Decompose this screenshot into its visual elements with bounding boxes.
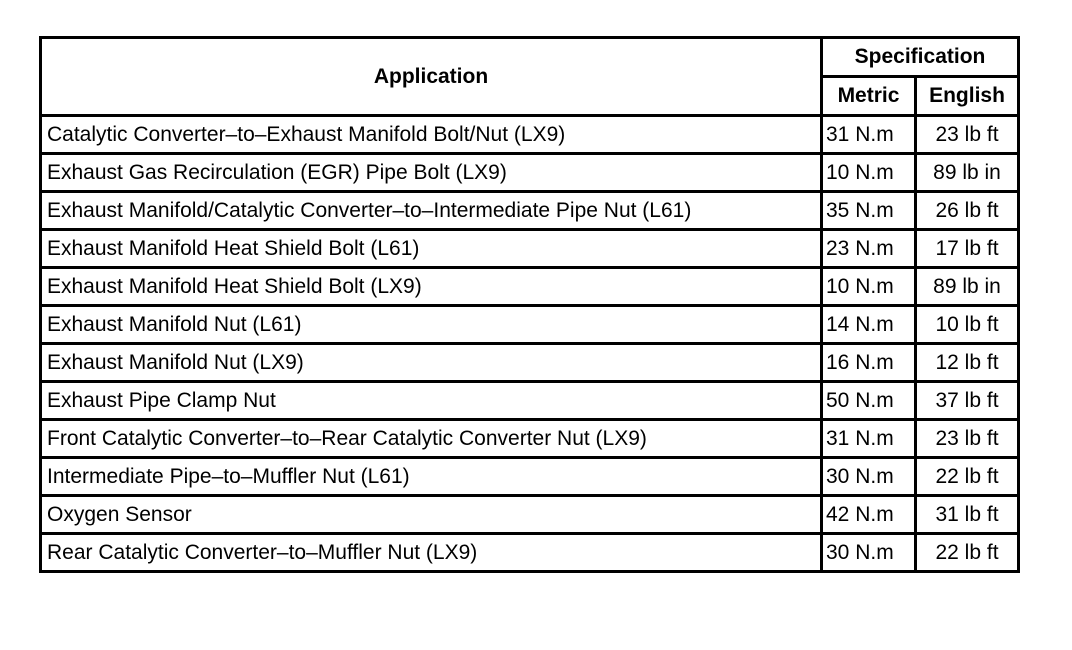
- application-cell: Exhaust Manifold Heat Shield Bolt (L61): [41, 230, 822, 268]
- application-cell: Exhaust Manifold Heat Shield Bolt (LX9): [41, 268, 822, 306]
- table-body: [41, 116, 1019, 572]
- english-value-cell: 12 lb ft: [916, 344, 1019, 382]
- application-cell: Exhaust Pipe Clamp Nut: [41, 382, 822, 420]
- specification-column-header: Specification: [822, 38, 1019, 77]
- table-row: [41, 534, 1019, 572]
- metric-value-cell: 35 N.m: [822, 192, 916, 230]
- table-row: [41, 230, 1019, 268]
- application-cell: Exhaust Manifold Nut (LX9): [41, 344, 822, 382]
- header-row-top: [41, 38, 1019, 77]
- application-cell: Exhaust Manifold Nut (L61): [41, 306, 822, 344]
- application-column-header: Application: [41, 38, 822, 116]
- english-value-cell: 89 lb in: [916, 268, 1019, 306]
- english-value-cell: 22 lb ft: [916, 458, 1019, 496]
- table-row: [41, 192, 1019, 230]
- metric-value-cell: 31 N.m: [822, 420, 916, 458]
- metric-value-cell: 10 N.m: [822, 154, 916, 192]
- table-row: [41, 496, 1019, 534]
- metric-value-cell: 30 N.m: [822, 534, 916, 572]
- metric-value-cell: 50 N.m: [822, 382, 916, 420]
- table-row: [41, 306, 1019, 344]
- english-value-cell: 23 lb ft: [916, 116, 1019, 154]
- application-cell: Intermediate Pipe–to–Muffler Nut (L61): [41, 458, 822, 496]
- english-value-cell: 37 lb ft: [916, 382, 1019, 420]
- application-cell: Oxygen Sensor: [41, 496, 822, 534]
- application-cell: Exhaust Manifold/Catalytic Converter–to–Intermediate Pipe Nut (L61): [41, 192, 822, 230]
- english-value-cell: 31 lb ft: [916, 496, 1019, 534]
- metric-value-cell: 42 N.m: [822, 496, 916, 534]
- table-row: [41, 268, 1019, 306]
- metric-value-cell: 14 N.m: [822, 306, 916, 344]
- metric-column-header: Metric: [822, 77, 916, 116]
- english-value-cell: 89 lb in: [916, 154, 1019, 192]
- table-row: [41, 420, 1019, 458]
- table-row: [41, 382, 1019, 420]
- application-cell: Rear Catalytic Converter–to–Muffler Nut (LX9): [41, 534, 822, 572]
- english-value-cell: 22 lb ft: [916, 534, 1019, 572]
- english-value-cell: 17 lb ft: [916, 230, 1019, 268]
- english-value-cell: 10 lb ft: [916, 306, 1019, 344]
- metric-value-cell: 31 N.m: [822, 116, 916, 154]
- english-column-header: English: [916, 77, 1019, 116]
- metric-value-cell: 16 N.m: [822, 344, 916, 382]
- application-cell: Exhaust Gas Recirculation (EGR) Pipe Bolt (LX9): [41, 154, 822, 192]
- application-cell: Front Catalytic Converter–to–Rear Catalytic Converter Nut (LX9): [41, 420, 822, 458]
- table-row: [41, 344, 1019, 382]
- table-row: [41, 458, 1019, 496]
- english-value-cell: 23 lb ft: [916, 420, 1019, 458]
- metric-value-cell: 23 N.m: [822, 230, 916, 268]
- metric-value-cell: 10 N.m: [822, 268, 916, 306]
- english-value-cell: 26 lb ft: [916, 192, 1019, 230]
- table-row: [41, 154, 1019, 192]
- table-header: [41, 38, 1019, 116]
- application-cell: Catalytic Converter–to–Exhaust Manifold Bolt/Nut (LX9): [41, 116, 822, 154]
- fastener-specification-table: [39, 36, 1020, 573]
- table-row: [41, 116, 1019, 154]
- metric-value-cell: 30 N.m: [822, 458, 916, 496]
